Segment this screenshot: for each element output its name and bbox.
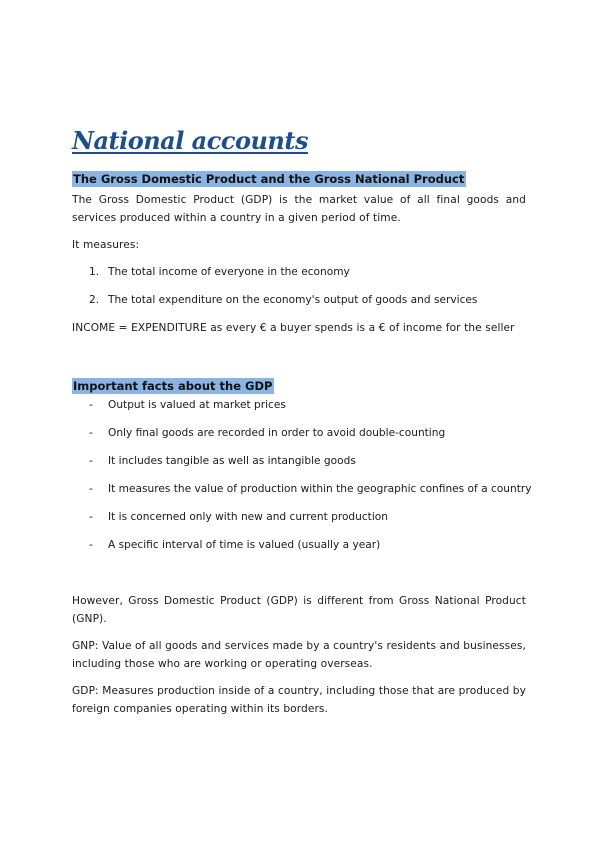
dash-bullet: -: [89, 455, 93, 467]
list-item-text: Output is valued at market prices: [108, 399, 286, 411]
list-item-text: It is concerned only with new and current production: [108, 511, 388, 523]
dash-bullet: -: [89, 483, 93, 495]
section-heading-gdp-facts: Important facts about the GDP: [73, 379, 273, 393]
dash-bullet: -: [89, 511, 93, 523]
gdp-gnp-difference-paragraph: However, Gross Domestic Product (GDP) is different from Gross National Product (GNP).: [72, 595, 526, 625]
list-item-text: The total income of everyone in the economy: [108, 266, 350, 278]
dash-bullet: -: [89, 399, 93, 411]
dash-bullet: -: [89, 427, 93, 439]
list-item-text: A specific interval of time is valued (usually a year): [108, 539, 381, 551]
list-item-text: It measures the value of production within the geographic confines of a country: [108, 483, 532, 495]
list-number: 1.: [89, 266, 100, 278]
measures-label: It measures:: [72, 239, 140, 251]
section-heading-gdp-gnp: The Gross Domestic Product and the Gross National Product: [73, 172, 465, 186]
dash-bullet: -: [89, 539, 93, 551]
gnp-definition-paragraph: GNP: Value of all goods and services made by a country's residents and businesses, including those who are working or operating overseas.: [72, 640, 526, 670]
list-item-text: The total expenditure on the economy's output of goods and services: [108, 294, 478, 306]
list-number: 2.: [89, 294, 100, 306]
income-expenditure-equation: INCOME = EXPENDITURE as every € a buyer spends is a € of income for the seller: [72, 322, 515, 334]
list-item-text: Only final goods are recorded in order to avoid double-counting: [108, 427, 446, 439]
list-item-text: It includes tangible as well as intangible goods: [108, 455, 356, 467]
gdp-intro-paragraph: The Gross Domestic Product (GDP) is the market value of all final goods and services produced within a country in a given period of time.: [72, 194, 526, 224]
gdp-definition-paragraph: GDP: Measures production inside of a country, including those that are produced by foreign companies operating within its borders.: [72, 685, 526, 715]
document-title: National accounts: [72, 126, 308, 155]
